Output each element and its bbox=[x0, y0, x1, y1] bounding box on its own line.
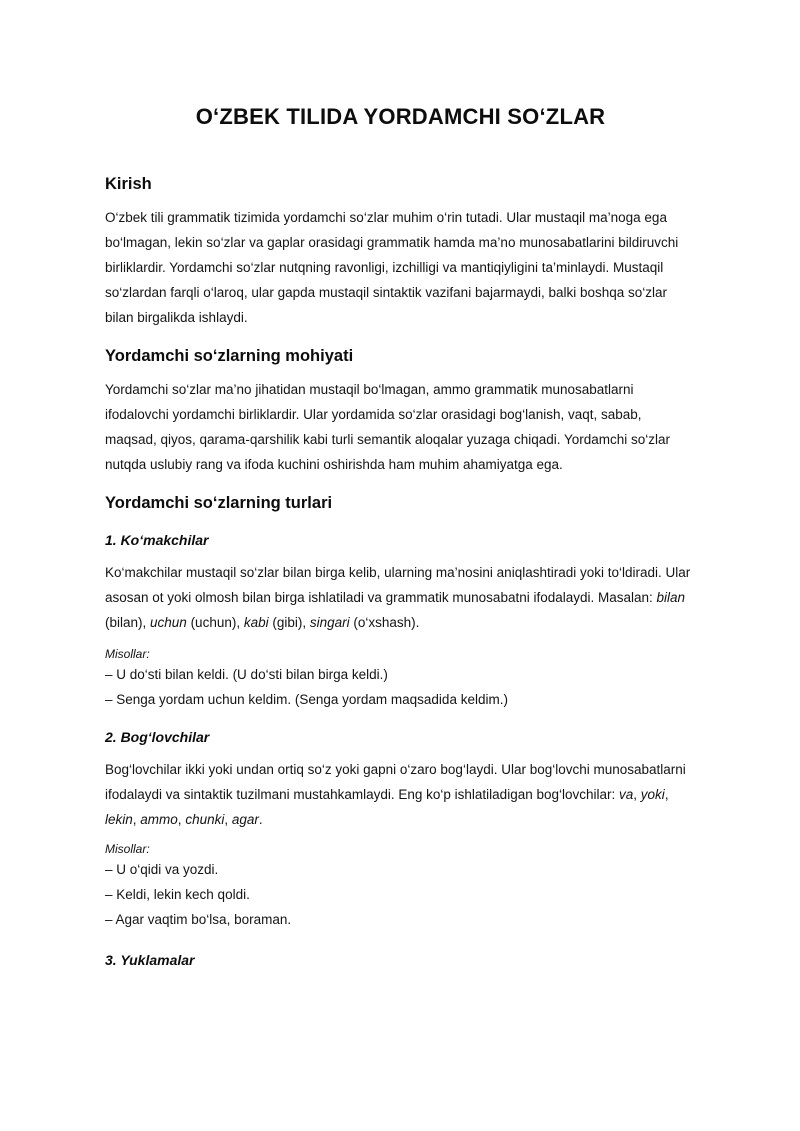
example-line: – U o‘qidi va yozdi. bbox=[105, 862, 219, 877]
subsection-yuklamalar bbox=[105, 952, 696, 969]
heading-kirish: Kirish bbox=[105, 175, 152, 193]
subsection-komakchilar bbox=[105, 532, 696, 712]
heading-boglovchilar: 2. Bog‘lovchilar bbox=[105, 729, 210, 745]
example-line: – Keldi, lekin kech qoldi. bbox=[105, 887, 250, 902]
section-turlar bbox=[105, 493, 696, 969]
example-line: – Senga yordam uchun keldim. (Senga yordam maqsadida keldim.) bbox=[105, 692, 508, 707]
examples-label-komakchilar: Misollar: bbox=[105, 647, 150, 661]
paragraph-kirish: O‘zbek tili grammatik tizimida yordamchi so‘zlar muhim o‘rin tutadi. Ular mustaqil ma’noga ega bo‘lmagan, lekin so‘zlar va gaplar orasidagi grammatik hamda ma’no munosabatlarini bildiruvchi birliklardir. Yordamchi so‘zlar nutqning ravonligi, izchilligi va mantiqiyligini ta’minlaydi. Mustaqil so‘zlardan farqli o‘laroq, ular gapda mustaqil sintaktik vazifani bajarmaydi, balki boshqa so‘zlar bilan birgalikda ishlaydi. bbox=[105, 210, 679, 325]
paragraph-boglovchilar: Bog‘lovchilar ikki yoki undan ortiq so‘z yoki gapni o‘zaro bog‘laydi. Ular bog‘lovchi munosabatlarni ifodalaydi va sintaktik tuzilmani mustahkamlaydi. Eng ko‘p ishlatiladigan bog‘lovchilar: va, yoki, lekin, ammo, chunki, agar. bbox=[105, 762, 686, 827]
examples-label-boglovchilar: Misollar: bbox=[105, 842, 150, 856]
heading-komakchilar: 1. Ko‘makchilar bbox=[105, 532, 209, 548]
example-line: – Agar vaqtim bo‘lsa, boraman. bbox=[105, 912, 292, 927]
paragraph-mohiyat: Yordamchi so‘zlar ma’no jihatidan mustaqil bo‘lmagan, ammo grammatik munosabatlarni ifodalovchi yordamchi birliklardir. Ular yordamida so‘zlar orasidagi bog‘lanish, vaqt, sabab, maqsad, qiyos, qarama-qarshilik kabi turli semantik aloqalar yuzaga chiqadi. Yordamchi so‘zlar nutqda uslubiy rang va ifoda kuchini oshirishda ham muhim ahamiyatga ega. bbox=[105, 382, 671, 472]
heading-mohiyat: Yordamchi so‘zlarning mohiyati bbox=[105, 347, 354, 365]
section-kirish bbox=[105, 174, 696, 330]
heading-yuklamalar: 3. Yuklamalar bbox=[105, 952, 195, 968]
section-mohiyat bbox=[105, 346, 696, 477]
subsection-boglovchilar bbox=[105, 729, 696, 932]
example-line: – U do‘sti bilan keldi. (U do‘sti bilan birga keldi.) bbox=[105, 667, 388, 682]
document-title: O‘ZBEK TILIDA YORDAMCHI SO‘ZLAR bbox=[195, 104, 606, 129]
paragraph-komakchilar: Ko‘makchilar mustaqil so‘zlar bilan birga kelib, ularning ma’nosini aniqlashtiradi yoki to‘ldiradi. Ular asosan ot yoki olmosh bilan birga ishlatiladi va grammatik munosabatni ifodalaydi. Masalan: bilan (bilan), uchun (uchun), kabi (gibi), singari (o‘xshash). bbox=[105, 565, 691, 630]
heading-turlar: Yordamchi so‘zlarning turlari bbox=[105, 494, 333, 512]
